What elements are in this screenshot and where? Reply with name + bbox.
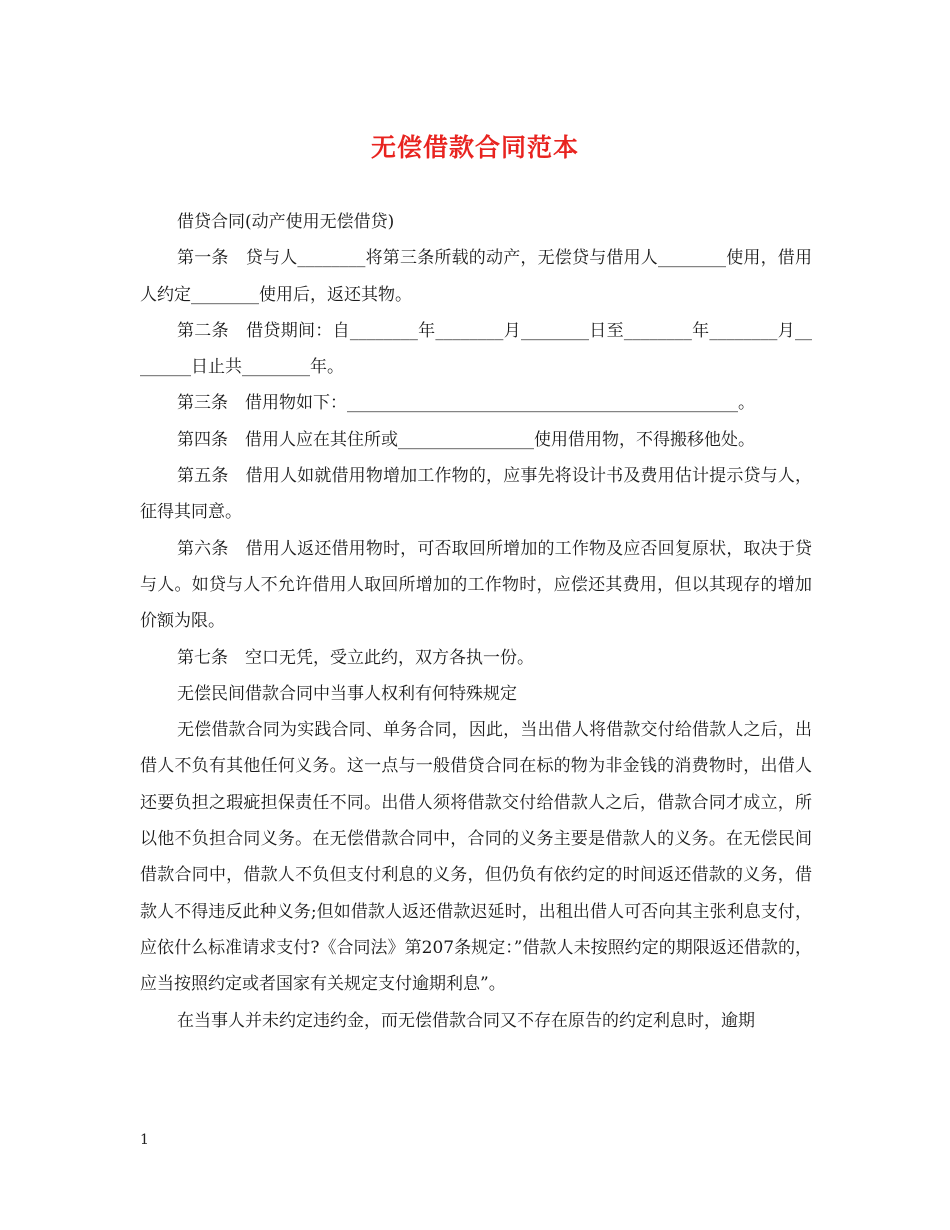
paragraph-article-3: 第三条 借用物如下：______________________________________________。 [177, 393, 755, 414]
paragraph-section-heading: 无偿民间借款合同中当事人权利有何特殊规定 [177, 683, 517, 704]
paragraph-explanation: 无偿借款合同为实践合同、单务合同，因此，当出借人将借款交付给借款人之后，出借人不负有其他任何义务。这一点与一般借贷合同在标的物为非金钱的消费物时，出借人还要负担之瑕疵担保责任不同。出借人须将借款交付给借款人之后，借款合同才成立，所以他不负担合同义务。在无偿借款合同中，合同的义务主要是借款人的义务。在无偿民间借款合同中，借款人不负但支付利息的义务，但仍负有依约定的时间返还借款的义务，借款人不得违反此种义务;但如借款人返还借款迟延时，出租出借人可否向其主张利息支付，应依什么标准请求支付?《合同法》第207条规定：”借款人未按照约定的期限返还借款的，应当按照约定或者国家有关规定支付逾期利息”。 [140, 720, 812, 995]
paragraph-article-5: 第五条 借用人如就借用物增加工作物的，应事先将设计书及费用估计提示贷与人，征得其同意。 [140, 466, 812, 523]
document-body [140, 204, 812, 1039]
document-title: 无偿借款合同范本 [370, 133, 579, 162]
paragraph-article-7: 第七条 空口无凭，受立此约，双方各执一份。 [177, 647, 534, 668]
paragraph-article-6: 第六条 借用人返还借用物时，可否取回所增加的工作物及应否回复原状，取决于贷与人。如贷与人不允许借用人取回所增加的工作物时，应偿还其费用，但以其现存的增加价额为限。 [140, 538, 812, 632]
paragraph-article-2: 第二条 借贷期间：自________年________月________日至________年________月________日止共________年。 [140, 320, 812, 378]
paragraph-heading: 借贷合同(动产使用无偿借贷) [177, 212, 395, 232]
page-number: 1 [140, 1132, 149, 1148]
paragraph-article-1: 第一条 贷与人________将第三条所载的动产，无偿贷与借用人________使用，借用人约定________使用后，返还其物。 [140, 248, 812, 305]
paragraph-article-4: 第四条 借用人应在其住所或________________使用借用物，不得搬移他处。 [177, 429, 755, 450]
paragraph-continuation: 在当事人并未约定违约金，而无偿借款合同又不存在原告的约定利息时，逾期 [177, 1010, 755, 1031]
